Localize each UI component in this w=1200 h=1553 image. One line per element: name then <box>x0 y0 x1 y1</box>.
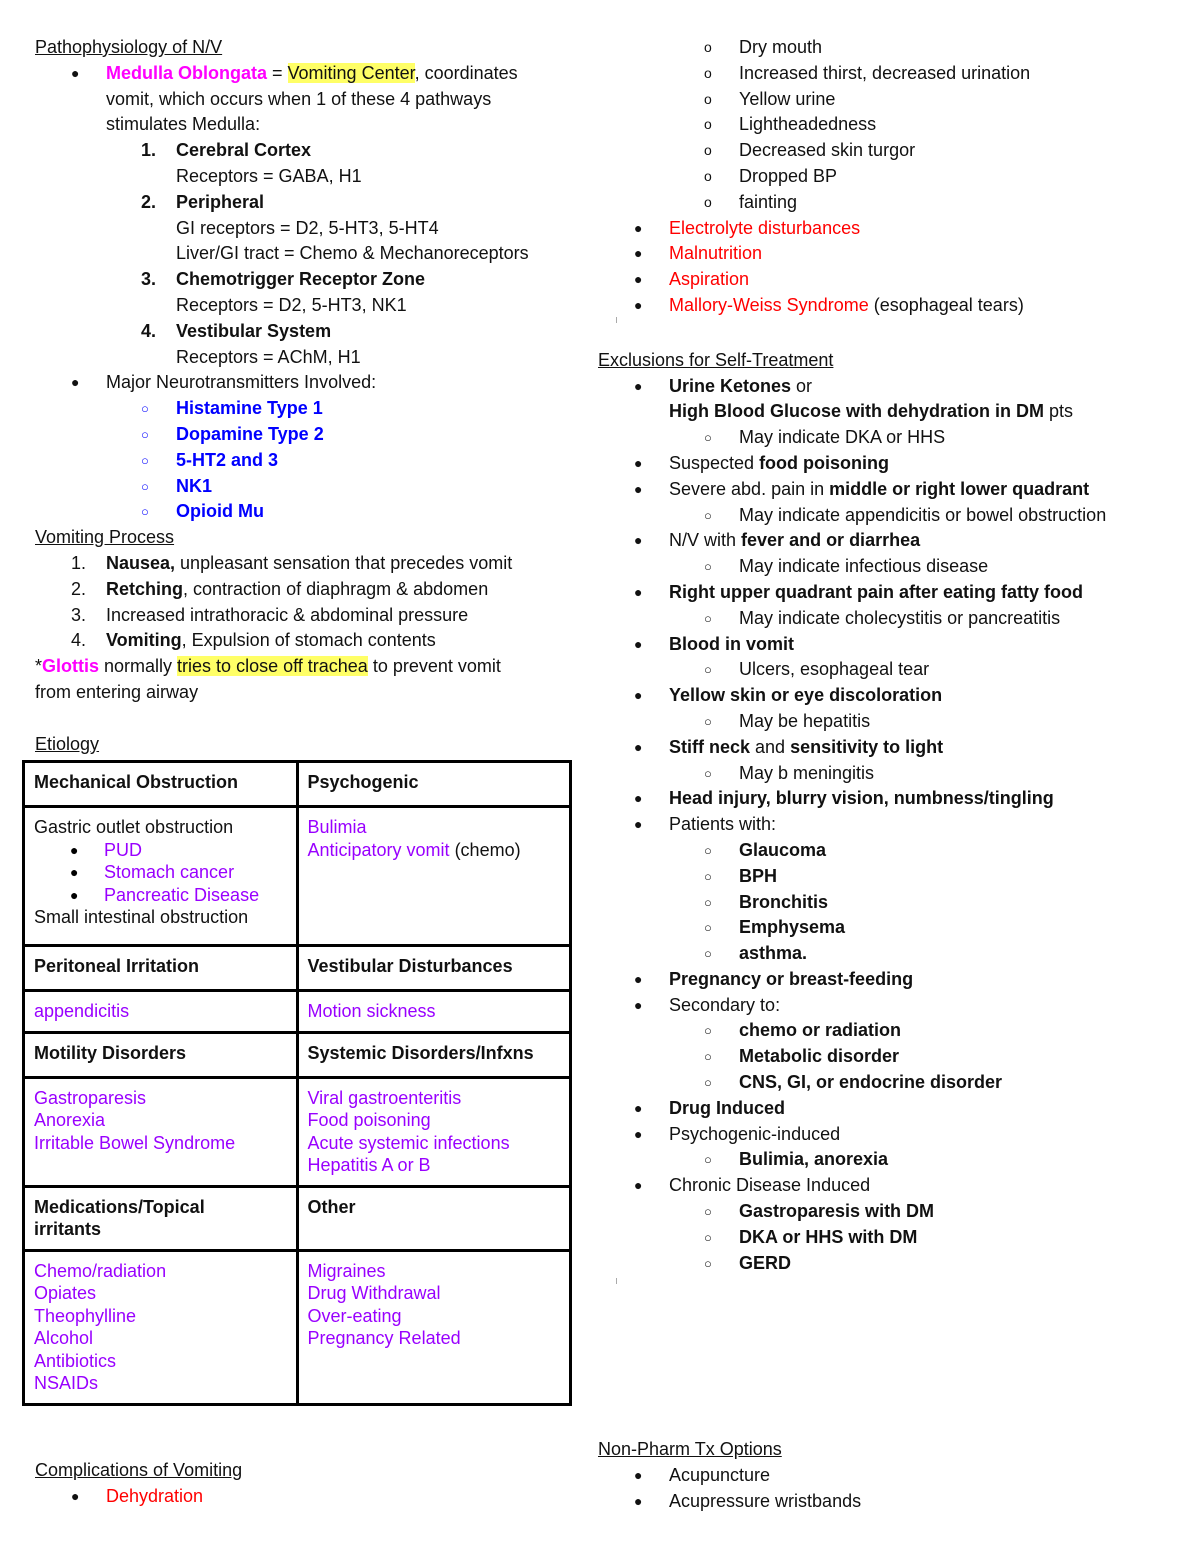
hollow-bullet-icon: ○ <box>704 842 712 858</box>
sub-item: ○ May be hepatitis <box>598 709 1178 735</box>
bullet-icon: ● <box>634 1125 643 1142</box>
list-item: ● Right upper quadrant pain after eating fatty food <box>598 580 1178 606</box>
process-step: 2. Retching, contraction of diaphragm & abdomen <box>71 578 489 599</box>
bullet-icon: ● <box>71 1487 80 1504</box>
list-item-continued: vomit, which occurs when 1 of these 4 pathways <box>106 88 492 109</box>
hollow-bullet-icon: o <box>704 39 712 55</box>
complications-section <box>35 1458 580 1510</box>
sub-item: ○ BPH <box>598 864 1178 890</box>
list-item: o Increased thirst, decreased urination <box>598 61 1178 87</box>
hollow-bullet-icon: ○ <box>704 610 712 626</box>
list-item: o Lightheadedness <box>598 112 1178 138</box>
table-row <box>24 946 571 991</box>
hollow-bullet-icon: ○ <box>704 1023 712 1039</box>
table-row <box>24 1032 571 1077</box>
table-cell: Gastroparesis Anorexia Irritable Bowel Syndrome <box>24 1077 298 1186</box>
list-item: o Dropped BP <box>598 164 1178 190</box>
bullet-icon: ● <box>70 841 79 858</box>
process-step: 1. Nausea, unpleasant sensation that precedes vomit <box>71 552 513 573</box>
bullet-icon: ● <box>71 374 80 391</box>
table-header-cell: Psychogenic <box>297 762 571 807</box>
hollow-bullet-icon: ○ <box>704 1255 712 1271</box>
bullet-icon: ● <box>634 377 643 394</box>
table-cell: Migraines Drug Withdrawal Over-eating Pregnancy Related <box>297 1250 571 1404</box>
table-row <box>24 991 571 1033</box>
list-item: ● Acupuncture <box>598 1463 1178 1489</box>
list-item: ● Mallory-Weiss Syndrome (esophageal tears) <box>598 293 1178 319</box>
pathway-title: 1. Cerebral Cortex <box>141 140 312 161</box>
table-cell: Motion sickness <box>297 991 571 1033</box>
list-item: ● PUD <box>70 839 143 860</box>
list-item: ● Severe abd. pain in middle or right lower quadrant <box>598 477 1178 503</box>
bullet-icon: ● <box>634 790 643 807</box>
list-item: ● Urine Ketones or <box>598 374 1178 400</box>
pathway-detail: Receptors = GABA, H1 <box>176 165 362 186</box>
hollow-bullet-icon: ○ <box>704 713 712 729</box>
hollow-bullet-icon: ○ <box>704 1229 712 1245</box>
list-item: o Decreased skin turgor <box>598 138 1178 164</box>
list-item: ● Yellow skin or eye discoloration <box>598 683 1178 709</box>
hollow-bullet-icon: ○ <box>704 868 712 884</box>
table-row <box>24 807 571 946</box>
section-heading-vomiting-process: Vomiting Process <box>35 527 175 548</box>
pathway-title: 4. Vestibular System <box>141 320 332 341</box>
list-item: ● Major Neurotransmitters Involved: <box>35 370 580 396</box>
hollow-bullet-icon: ○ <box>704 662 712 678</box>
hollow-bullet-icon: ○ <box>704 1075 712 1091</box>
list-item: ● Pregnancy or breast-feeding <box>598 967 1178 993</box>
sub-item: ○ Metabolic disorder <box>598 1044 1178 1070</box>
bullet-icon: ● <box>634 1492 643 1509</box>
list-item: ● Patients with: <box>598 812 1178 838</box>
list-item: o fainting <box>598 190 1178 216</box>
bullet-icon: ● <box>71 64 80 81</box>
pathway-detail: Receptors = D2, 5-HT3, NK1 <box>176 294 407 315</box>
list-item: o Yellow urine <box>598 87 1178 113</box>
hollow-bullet-icon: o <box>704 167 712 184</box>
hollow-bullet-icon: ○ <box>704 920 712 936</box>
right-column <box>598 35 1178 1276</box>
bullet-icon: ● <box>634 816 643 833</box>
sub-item: ○ May indicate infectious disease <box>598 554 1178 580</box>
list-item: ● N/V with fever and or diarrhea <box>598 528 1178 554</box>
list-item: ● Blood in vomit <box>598 632 1178 658</box>
neurotransmitter-item: ○ Histamine Type 1 <box>35 396 580 422</box>
sub-item: ○ asthma. <box>598 941 1178 967</box>
hollow-bullet-icon: ○ <box>141 401 149 417</box>
hollow-bullet-icon: o <box>704 90 712 107</box>
table-header-cell: Vestibular Disturbances <box>297 946 571 991</box>
table-header-cell: Medications/Topical irritants <box>24 1186 298 1250</box>
neurotransmitter-item: ○ Dopamine Type 2 <box>35 422 580 448</box>
hollow-bullet-icon: ○ <box>704 894 712 910</box>
hollow-bullet-icon: ○ <box>704 946 712 962</box>
section-heading-exclusions: Exclusions for Self-Treatment <box>598 349 834 370</box>
table-cell: Viral gastroenteritis Food poisoning Acute systemic infections Hepatitis A or B <box>297 1077 571 1186</box>
tick-mark <box>616 1278 617 1284</box>
hollow-bullet-icon: ○ <box>141 504 149 520</box>
bullet-icon: ● <box>634 635 643 652</box>
list-item: ● Malnutrition <box>598 241 1178 267</box>
table-cell: appendicitis <box>24 991 298 1033</box>
section-heading-nonpharm: Non-Pharm Tx Options <box>598 1439 782 1459</box>
sub-item: ○ Gastroparesis with DM <box>598 1199 1178 1225</box>
table-header-cell: Motility Disorders <box>24 1032 298 1077</box>
hollow-bullet-icon: ○ <box>704 507 712 523</box>
bullet-icon: ● <box>634 1099 643 1116</box>
bullet-icon: ● <box>634 996 643 1013</box>
list-item: ● Aspiration <box>598 267 1178 293</box>
pathway-title: 3. Chemotrigger Receptor Zone <box>141 269 426 290</box>
list-item: ● Suspected food poisoning <box>598 451 1178 477</box>
neurotransmitter-item: ○ 5-HT2 and 3 <box>35 448 580 474</box>
hollow-bullet-icon: ○ <box>704 1204 712 1220</box>
table-cell: Bulimia Anticipatory vomit (chemo) <box>297 807 571 946</box>
etiology-table <box>22 760 572 1406</box>
left-column <box>35 35 580 757</box>
sub-item: ○ Glaucoma <box>598 838 1178 864</box>
nonpharm-section <box>598 1437 1178 1514</box>
bullet-icon: ● <box>634 687 643 704</box>
table-header-cell: Peritoneal Irritation <box>24 946 298 991</box>
table-cell: Chemo/radiation Opiates Theophylline Alcohol Antibiotics NSAIDs <box>24 1250 298 1404</box>
sub-item: ○ CNS, GI, or endocrine disorder <box>598 1070 1178 1096</box>
hollow-bullet-icon: ○ <box>704 1152 712 1168</box>
list-item: ● Medulla Oblongata = Vomiting Center, coordinates <box>35 61 580 87</box>
list-item: ● Psychogenic-induced <box>598 1122 1178 1148</box>
bullet-icon: ● <box>634 583 643 600</box>
table-header-cell: Systemic Disorders/Infxns <box>297 1032 571 1077</box>
bullet-icon: ● <box>634 296 643 313</box>
neurotransmitter-item: ○ NK1 <box>35 474 580 500</box>
bullet-icon: ● <box>634 970 643 987</box>
bullet-icon: ● <box>634 480 643 497</box>
bullet-icon: ● <box>634 219 643 236</box>
list-item: ● Dehydration <box>35 1484 580 1510</box>
sub-item: ○ GERD <box>598 1251 1178 1277</box>
hollow-bullet-icon: ○ <box>141 426 149 442</box>
table-header-cell: Mechanical Obstruction <box>24 762 298 807</box>
hollow-bullet-icon: ○ <box>141 452 149 468</box>
neurotransmitter-item: ○ Opioid Mu <box>35 499 580 525</box>
table-header-cell: Other <box>297 1186 571 1250</box>
list-item: ● Stomach cancer <box>70 862 235 882</box>
pathway-detail: Receptors = AChM, H1 <box>176 346 361 367</box>
hollow-bullet-icon: o <box>704 116 712 133</box>
list-item: ● Chronic Disease Induced <box>598 1173 1178 1199</box>
table-row <box>24 762 571 807</box>
bullet-icon: ● <box>634 245 643 262</box>
sub-item: ○ May b meningitis <box>598 761 1178 787</box>
bullet-icon: ● <box>634 1177 643 1194</box>
list-item-continued: High Blood Glucose with dehydration in DM pts <box>669 401 1074 422</box>
hollow-bullet-icon: o <box>704 193 712 210</box>
hollow-bullet-icon: o <box>704 142 712 159</box>
section-heading-pathophysiology: Pathophysiology of N/V <box>35 37 223 57</box>
pathway-detail: Liver/GI tract = Chemo & Mechanoreceptors <box>176 243 529 264</box>
list-item: ● Electrolyte disturbances <box>598 216 1178 242</box>
table-row <box>24 1077 571 1186</box>
bullet-icon: ● <box>634 271 643 288</box>
sub-item: ○ chemo or radiation <box>598 1018 1178 1044</box>
hollow-bullet-icon: ○ <box>704 765 712 781</box>
glottis-note-continued: from entering airway <box>35 681 199 702</box>
pathway-detail: GI receptors = D2, 5-HT3, 5-HT4 <box>176 217 439 238</box>
list-item: ● Head injury, blurry vision, numbness/tingling <box>598 786 1178 812</box>
tick-mark <box>616 317 617 323</box>
table-row <box>24 1186 571 1250</box>
process-step: 3. Increased intrathoracic & abdominal pressure <box>71 604 469 625</box>
list-item: ● Secondary to: <box>598 993 1178 1019</box>
hollow-bullet-icon: ○ <box>141 478 149 494</box>
table-cell: Gastric outlet obstruction ● PUD ● Stomach cancer ● Pancreatic Disease Small intestinal obstruction <box>24 807 298 946</box>
process-step: 4. Vomiting, Expulsion of stomach contents <box>71 630 436 651</box>
bullet-icon: ● <box>634 738 643 755</box>
sub-item: ○ Ulcers, esophageal tear <box>598 657 1178 683</box>
list-item: ● Drug Induced <box>598 1096 1178 1122</box>
sub-item: ○ May indicate DKA or HHS <box>598 425 1178 451</box>
hollow-bullet-icon: o <box>704 64 712 81</box>
sub-item: ○ Bulimia, anorexia <box>598 1147 1178 1173</box>
list-item: ● Stiff neck and sensitivity to light <box>598 735 1178 761</box>
list-item: ● Pancreatic Disease <box>70 884 260 905</box>
list-item: ● Acupressure wristbands <box>598 1489 1178 1515</box>
bullet-icon: ● <box>70 886 79 903</box>
sub-item: ○ May indicate appendicitis or bowel obstruction <box>598 503 1178 529</box>
hollow-bullet-icon: ○ <box>704 1049 712 1065</box>
sub-item: ○ Bronchitis <box>598 890 1178 916</box>
sub-item: ○ Emphysema <box>598 915 1178 941</box>
section-heading-complications: Complications of Vomiting <box>35 1460 243 1480</box>
hollow-bullet-icon: ○ <box>704 559 712 575</box>
bullet-icon: ● <box>70 864 79 880</box>
bullet-icon: ● <box>634 454 643 471</box>
sub-item: ○ May indicate cholecystitis or pancreatitis <box>598 606 1178 632</box>
pathway-title: 2. Peripheral <box>141 191 265 212</box>
bullet-icon: ● <box>634 532 643 549</box>
section-heading-etiology: Etiology <box>35 733 100 754</box>
glottis-note: *Glottis normally tries to close off trachea to prevent vomit <box>35 656 501 677</box>
table-row <box>24 1250 571 1404</box>
bullet-icon: ● <box>634 1466 643 1483</box>
list-item: o Dry mouth <box>598 35 1178 61</box>
hollow-bullet-icon: ○ <box>704 430 712 446</box>
list-item-continued: stimulates Medulla: <box>106 114 261 135</box>
sub-item: ○ DKA or HHS with DM <box>598 1225 1178 1251</box>
